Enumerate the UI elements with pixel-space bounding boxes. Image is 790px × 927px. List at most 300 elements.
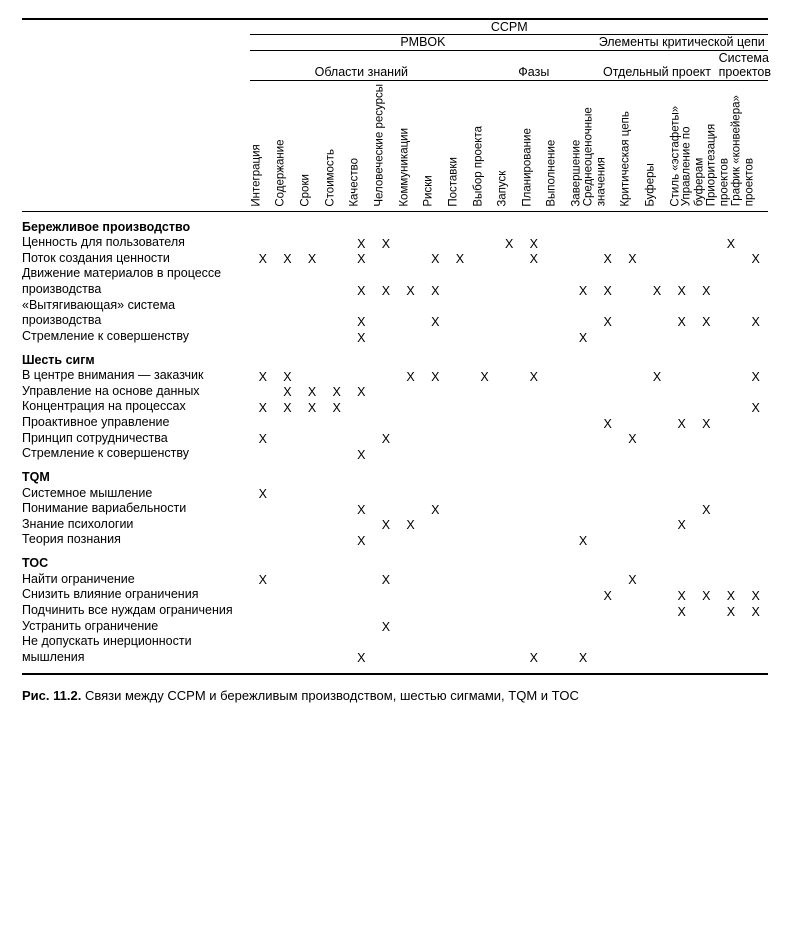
matrix-cell: X — [480, 369, 489, 384]
matrix-cell — [546, 298, 571, 329]
matrix-cell — [324, 251, 349, 267]
table-row — [22, 235, 768, 251]
matrix-cell — [250, 548, 275, 572]
matrix-cell — [374, 446, 399, 462]
matrix-cell — [719, 345, 744, 369]
matrix-cell — [595, 603, 620, 619]
matrix-cell — [300, 235, 325, 251]
figure-caption — [22, 687, 768, 705]
matrix-cell — [497, 501, 522, 517]
matrix-cell — [595, 446, 620, 462]
matrix-cell: X — [603, 416, 612, 431]
matrix-cell — [546, 266, 571, 297]
header-blank-3 — [22, 80, 250, 209]
matrix-cell — [423, 517, 448, 533]
matrix-cell: X — [283, 385, 292, 400]
matrix-cell — [497, 619, 522, 635]
matrix-cell — [645, 462, 670, 486]
matrix-cell — [349, 368, 374, 384]
table-header — [22, 19, 772, 211]
matrix-cell — [694, 517, 719, 533]
matrix-cell — [448, 462, 473, 486]
header-subgroup-project-system: Система проектов — [718, 50, 772, 80]
matrix-cell — [620, 345, 645, 369]
matrix-cell — [546, 486, 571, 502]
matrix-cell — [250, 384, 275, 400]
matrix-cell — [275, 619, 300, 635]
matrix-cell: X — [431, 314, 440, 329]
column-label: Буферы — [644, 163, 657, 207]
header-row-ccpm — [22, 19, 768, 35]
table-footer — [22, 665, 768, 674]
matrix-cell: X — [431, 502, 440, 517]
matrix-cell — [595, 462, 620, 486]
matrix-cell — [719, 266, 744, 297]
matrix-cell — [571, 572, 596, 588]
matrix-cell — [645, 619, 670, 635]
matrix-cell: X — [578, 283, 588, 298]
matrix-cell — [620, 548, 645, 572]
matrix-cell — [595, 572, 620, 588]
matrix-cell — [669, 619, 694, 635]
matrix-cell — [743, 634, 768, 665]
matrix-cell — [324, 462, 349, 486]
matrix-cell — [300, 572, 325, 588]
matrix-cell — [645, 251, 670, 267]
matrix-cell — [645, 532, 670, 548]
matrix-cell — [645, 415, 670, 431]
matrix-cell — [620, 634, 645, 665]
matrix-cell: X — [677, 604, 686, 619]
matrix-cell — [349, 517, 374, 533]
column-header-20 — [730, 80, 768, 209]
matrix-cell — [743, 415, 768, 431]
matrix-cell — [472, 548, 497, 572]
matrix-cell — [300, 431, 325, 447]
matrix-cell — [472, 446, 497, 462]
matrix-cell — [521, 211, 546, 235]
matrix-cell — [250, 235, 275, 251]
column-label: Коммуникации — [397, 127, 410, 207]
matrix-cell — [448, 431, 473, 447]
table-row — [22, 368, 768, 384]
matrix-cell — [719, 501, 744, 517]
matrix-cell — [546, 251, 571, 267]
matrix-cell — [324, 368, 349, 384]
matrix-cell — [250, 211, 275, 235]
table-row — [22, 603, 768, 619]
matrix-cell — [571, 486, 596, 502]
matrix-cell — [423, 603, 448, 619]
column-label: Приоритезация проектов — [705, 124, 731, 207]
matrix-cell — [448, 532, 473, 548]
row-label: Подчинить все нуждам ограничения — [22, 602, 233, 617]
row-label: Принцип сотрудничества — [22, 430, 168, 445]
matrix-cell: X — [529, 252, 538, 267]
matrix-cell: X — [406, 518, 415, 533]
matrix-cell: X — [751, 314, 760, 329]
matrix-cell — [546, 501, 571, 517]
matrix-cell — [275, 587, 300, 603]
matrix-cell — [398, 399, 423, 415]
matrix-cell — [398, 211, 423, 235]
matrix-cell: X — [357, 252, 366, 267]
matrix-cell — [743, 517, 768, 533]
matrix-cell — [595, 634, 620, 665]
matrix-cell — [324, 415, 349, 431]
matrix-cell — [497, 415, 522, 431]
table-section-row — [22, 548, 768, 572]
matrix-cell: X — [357, 314, 366, 329]
matrix-cell — [349, 399, 374, 415]
matrix-cell — [743, 266, 768, 297]
matrix-cell — [719, 532, 744, 548]
matrix-cell — [595, 368, 620, 384]
matrix-cell — [275, 634, 300, 665]
column-label: Запуск — [496, 170, 509, 207]
matrix-cell — [423, 399, 448, 415]
matrix-cell — [571, 384, 596, 400]
matrix-cell — [694, 532, 719, 548]
header-blank-1 — [22, 35, 250, 50]
matrix-cell: X — [258, 369, 267, 384]
column-header-5 — [374, 80, 399, 209]
header-blank-2 — [22, 50, 250, 80]
matrix-cell — [669, 399, 694, 415]
matrix-cell: X — [357, 236, 366, 251]
table-row — [22, 572, 768, 588]
matrix-cell — [300, 587, 325, 603]
row-label: «Вытягивающая» система производства — [22, 297, 176, 328]
matrix-cell — [546, 368, 571, 384]
matrix-cell — [374, 486, 399, 502]
matrix-cell — [645, 603, 670, 619]
matrix-cell — [571, 298, 596, 329]
matrix-cell — [669, 548, 694, 572]
matrix-cell: X — [357, 534, 366, 548]
column-header-16 — [645, 80, 670, 209]
matrix-cell — [324, 446, 349, 462]
matrix-cell — [719, 329, 744, 345]
matrix-cell: X — [431, 283, 440, 298]
matrix-cell — [448, 384, 473, 400]
row-label: Стремление к совершенству — [22, 446, 189, 461]
matrix-cell: X — [702, 502, 711, 517]
matrix-cell — [694, 431, 719, 447]
matrix-cell — [423, 235, 448, 251]
matrix-cell — [472, 298, 497, 329]
matrix-cell — [743, 211, 768, 235]
matrix-cell — [669, 501, 694, 517]
matrix-cell — [497, 368, 522, 384]
column-header-12 — [546, 80, 571, 209]
matrix-cell — [448, 235, 473, 251]
matrix-cell — [448, 634, 473, 665]
table-row — [22, 431, 768, 447]
matrix-cell — [571, 587, 596, 603]
matrix-cell — [571, 517, 596, 533]
matrix-cell — [571, 603, 596, 619]
matrix-cell — [300, 298, 325, 329]
matrix-cell — [398, 384, 423, 400]
matrix-cell: X — [258, 573, 267, 588]
matrix-cell — [669, 211, 694, 235]
row-label: Управление на основе данных — [22, 383, 200, 398]
matrix-cell — [448, 298, 473, 329]
matrix-cell — [620, 619, 645, 635]
matrix-cell: X — [381, 620, 391, 635]
row-label: Ценность для пользователя — [22, 235, 185, 250]
matrix-cell — [250, 587, 275, 603]
matrix-cell: X — [726, 604, 736, 619]
matrix-cell — [300, 486, 325, 502]
matrix-cell — [571, 431, 596, 447]
column-label: Выбор проекта — [471, 125, 484, 207]
matrix-cell — [620, 517, 645, 533]
table-row — [22, 517, 768, 533]
matrix-cell — [472, 251, 497, 267]
matrix-cell — [448, 446, 473, 462]
matrix-cell — [423, 384, 448, 400]
matrix-cell: X — [677, 314, 686, 329]
matrix-cell — [645, 329, 670, 345]
row-label: Понимание вариабельности — [22, 501, 187, 516]
matrix-cell — [669, 462, 694, 486]
column-label: Сроки — [299, 173, 312, 207]
matrix-cell — [645, 446, 670, 462]
matrix-cell — [324, 329, 349, 345]
matrix-cell — [546, 329, 571, 345]
matrix-cell — [719, 619, 744, 635]
matrix-cell — [669, 235, 694, 251]
matrix-cell — [620, 446, 645, 462]
row-label: Поток создания ценности — [22, 250, 170, 265]
column-label: Управление по буферам — [681, 126, 706, 207]
matrix-cell — [275, 235, 300, 251]
matrix-cell — [546, 384, 571, 400]
row-label: Устранить ограничение — [22, 618, 159, 633]
matrix-cell — [324, 266, 349, 297]
matrix-cell — [719, 517, 744, 533]
matrix-cell — [571, 399, 596, 415]
matrix-cell — [521, 517, 546, 533]
matrix-cell — [645, 548, 670, 572]
matrix-cell — [275, 486, 300, 502]
table-row — [22, 532, 768, 548]
caption-label: Рис. 11.2. — [22, 688, 82, 704]
matrix-cell: X — [332, 385, 341, 400]
matrix-cell — [595, 619, 620, 635]
matrix-cell: X — [357, 283, 366, 298]
matrix-cell: X — [751, 369, 760, 384]
matrix-cell — [595, 501, 620, 517]
column-header-1 — [275, 80, 300, 209]
matrix-cell — [719, 572, 744, 588]
matrix-cell — [250, 298, 275, 329]
matrix-cell — [645, 399, 670, 415]
matrix-cell — [324, 572, 349, 588]
matrix-cell — [275, 415, 300, 431]
header-corner-blank — [22, 19, 250, 35]
matrix-cell — [448, 329, 473, 345]
header-group-pmbok: PMBOK — [250, 35, 595, 50]
row-label: Знание психологии — [22, 516, 134, 531]
matrix-cell: X — [677, 416, 686, 431]
matrix-cell — [743, 486, 768, 502]
row-label: Концентрация на процессах — [22, 399, 186, 414]
column-header-11 — [521, 80, 546, 209]
matrix-cell — [620, 368, 645, 384]
matrix-cell — [275, 345, 300, 369]
column-header-2 — [300, 80, 325, 209]
matrix-cell — [694, 399, 719, 415]
section-label: Шесть сигм — [22, 352, 95, 367]
matrix-cell — [423, 532, 448, 548]
matrix-cell — [497, 572, 522, 588]
table-row — [22, 446, 768, 462]
matrix-cell — [349, 587, 374, 603]
matrix-cell: X — [357, 651, 366, 666]
matrix-cell — [423, 446, 448, 462]
matrix-cell — [694, 251, 719, 267]
matrix-cell — [743, 446, 768, 462]
matrix-cell: X — [307, 401, 317, 415]
matrix-cell — [275, 548, 300, 572]
matrix-cell — [472, 235, 497, 251]
matrix-cell: X — [381, 518, 391, 533]
matrix-cell — [250, 603, 275, 619]
matrix-cell — [472, 587, 497, 603]
matrix-cell — [374, 501, 399, 517]
matrix-cell — [694, 446, 719, 462]
header-group-critical-chain: Элементы критической цепи — [595, 35, 768, 50]
column-label: Среднеоценочные значения — [582, 107, 608, 207]
matrix-cell — [398, 634, 423, 665]
matrix-cell — [448, 619, 473, 635]
matrix-cell — [300, 603, 325, 619]
matrix-cell — [521, 329, 546, 345]
matrix-cell — [324, 345, 349, 369]
matrix-cell: X — [677, 283, 686, 298]
matrix-cell — [546, 462, 571, 486]
matrix-cell — [521, 532, 546, 548]
matrix-cell — [448, 517, 473, 533]
matrix-cell — [669, 368, 694, 384]
column-label: График «конвейера» проектов — [730, 95, 755, 207]
matrix-cell — [620, 399, 645, 415]
matrix-cell — [546, 603, 571, 619]
matrix-cell — [324, 431, 349, 447]
matrix-cell — [620, 532, 645, 548]
matrix-cell: X — [578, 330, 588, 345]
table-section-row — [22, 345, 768, 369]
matrix-cell — [620, 211, 645, 235]
matrix-cell — [472, 399, 497, 415]
matrix-cell — [571, 415, 596, 431]
matrix-cell — [300, 517, 325, 533]
matrix-cell — [669, 634, 694, 665]
matrix-cell — [497, 251, 522, 267]
matrix-cell — [497, 446, 522, 462]
matrix-cell — [398, 446, 423, 462]
matrix-cell — [374, 345, 399, 369]
matrix-cell — [521, 548, 546, 572]
matrix-cell — [497, 329, 522, 345]
matrix-cell — [546, 532, 571, 548]
matrix-cell — [472, 634, 497, 665]
column-header-14 — [582, 80, 620, 209]
matrix-cell: X — [751, 252, 760, 267]
matrix-cell — [669, 384, 694, 400]
matrix-cell — [275, 532, 300, 548]
matrix-cell: X — [603, 283, 612, 298]
matrix-cell — [374, 251, 399, 267]
matrix-cell: X — [283, 369, 292, 384]
matrix-cell — [571, 235, 596, 251]
header-group-ccpm: CCPM — [250, 19, 768, 35]
matrix-cell — [250, 517, 275, 533]
matrix-cell — [669, 532, 694, 548]
column-label: Качество — [348, 157, 361, 207]
matrix-cell — [324, 235, 349, 251]
matrix-cell — [472, 572, 497, 588]
matrix-cell — [448, 603, 473, 619]
matrix-cell: X — [381, 236, 391, 251]
matrix-cell: X — [258, 401, 267, 415]
matrix-cell — [472, 517, 497, 533]
matrix-cell — [694, 572, 719, 588]
matrix-cell: X — [283, 252, 292, 267]
matrix-cell — [497, 345, 522, 369]
matrix-cell: X — [578, 651, 588, 666]
matrix-cell — [374, 329, 399, 345]
matrix-cell — [595, 431, 620, 447]
column-label: Критическая цепь — [619, 110, 632, 207]
matrix-cell: X — [652, 283, 662, 298]
matrix-cell — [521, 415, 546, 431]
matrix-cell — [645, 486, 670, 502]
matrix-cell: X — [357, 330, 366, 345]
row-label: Системное мышление — [22, 485, 153, 500]
matrix-cell — [398, 415, 423, 431]
matrix-cell — [472, 345, 497, 369]
matrix-cell — [571, 548, 596, 572]
matrix-cell — [349, 619, 374, 635]
matrix-cell — [398, 486, 423, 502]
matrix-cell — [275, 603, 300, 619]
matrix-cell — [595, 486, 620, 502]
table-row — [22, 266, 768, 297]
matrix-cell: X — [652, 369, 662, 384]
matrix-cell — [571, 462, 596, 486]
matrix-cell — [546, 211, 571, 235]
matrix-cell — [694, 603, 719, 619]
matrix-cell — [349, 486, 374, 502]
matrix-cell — [521, 266, 546, 297]
matrix-cell — [620, 384, 645, 400]
matrix-cell — [694, 548, 719, 572]
column-header-3 — [324, 80, 349, 209]
matrix-cell — [694, 329, 719, 345]
matrix-cell — [620, 298, 645, 329]
matrix-cell — [349, 415, 374, 431]
table-section-row — [22, 462, 768, 486]
matrix-cell — [448, 548, 473, 572]
matrix-cell: X — [332, 401, 341, 415]
matrix-cell — [398, 619, 423, 635]
matrix-cell: X — [603, 252, 612, 267]
matrix-cell — [645, 384, 670, 400]
